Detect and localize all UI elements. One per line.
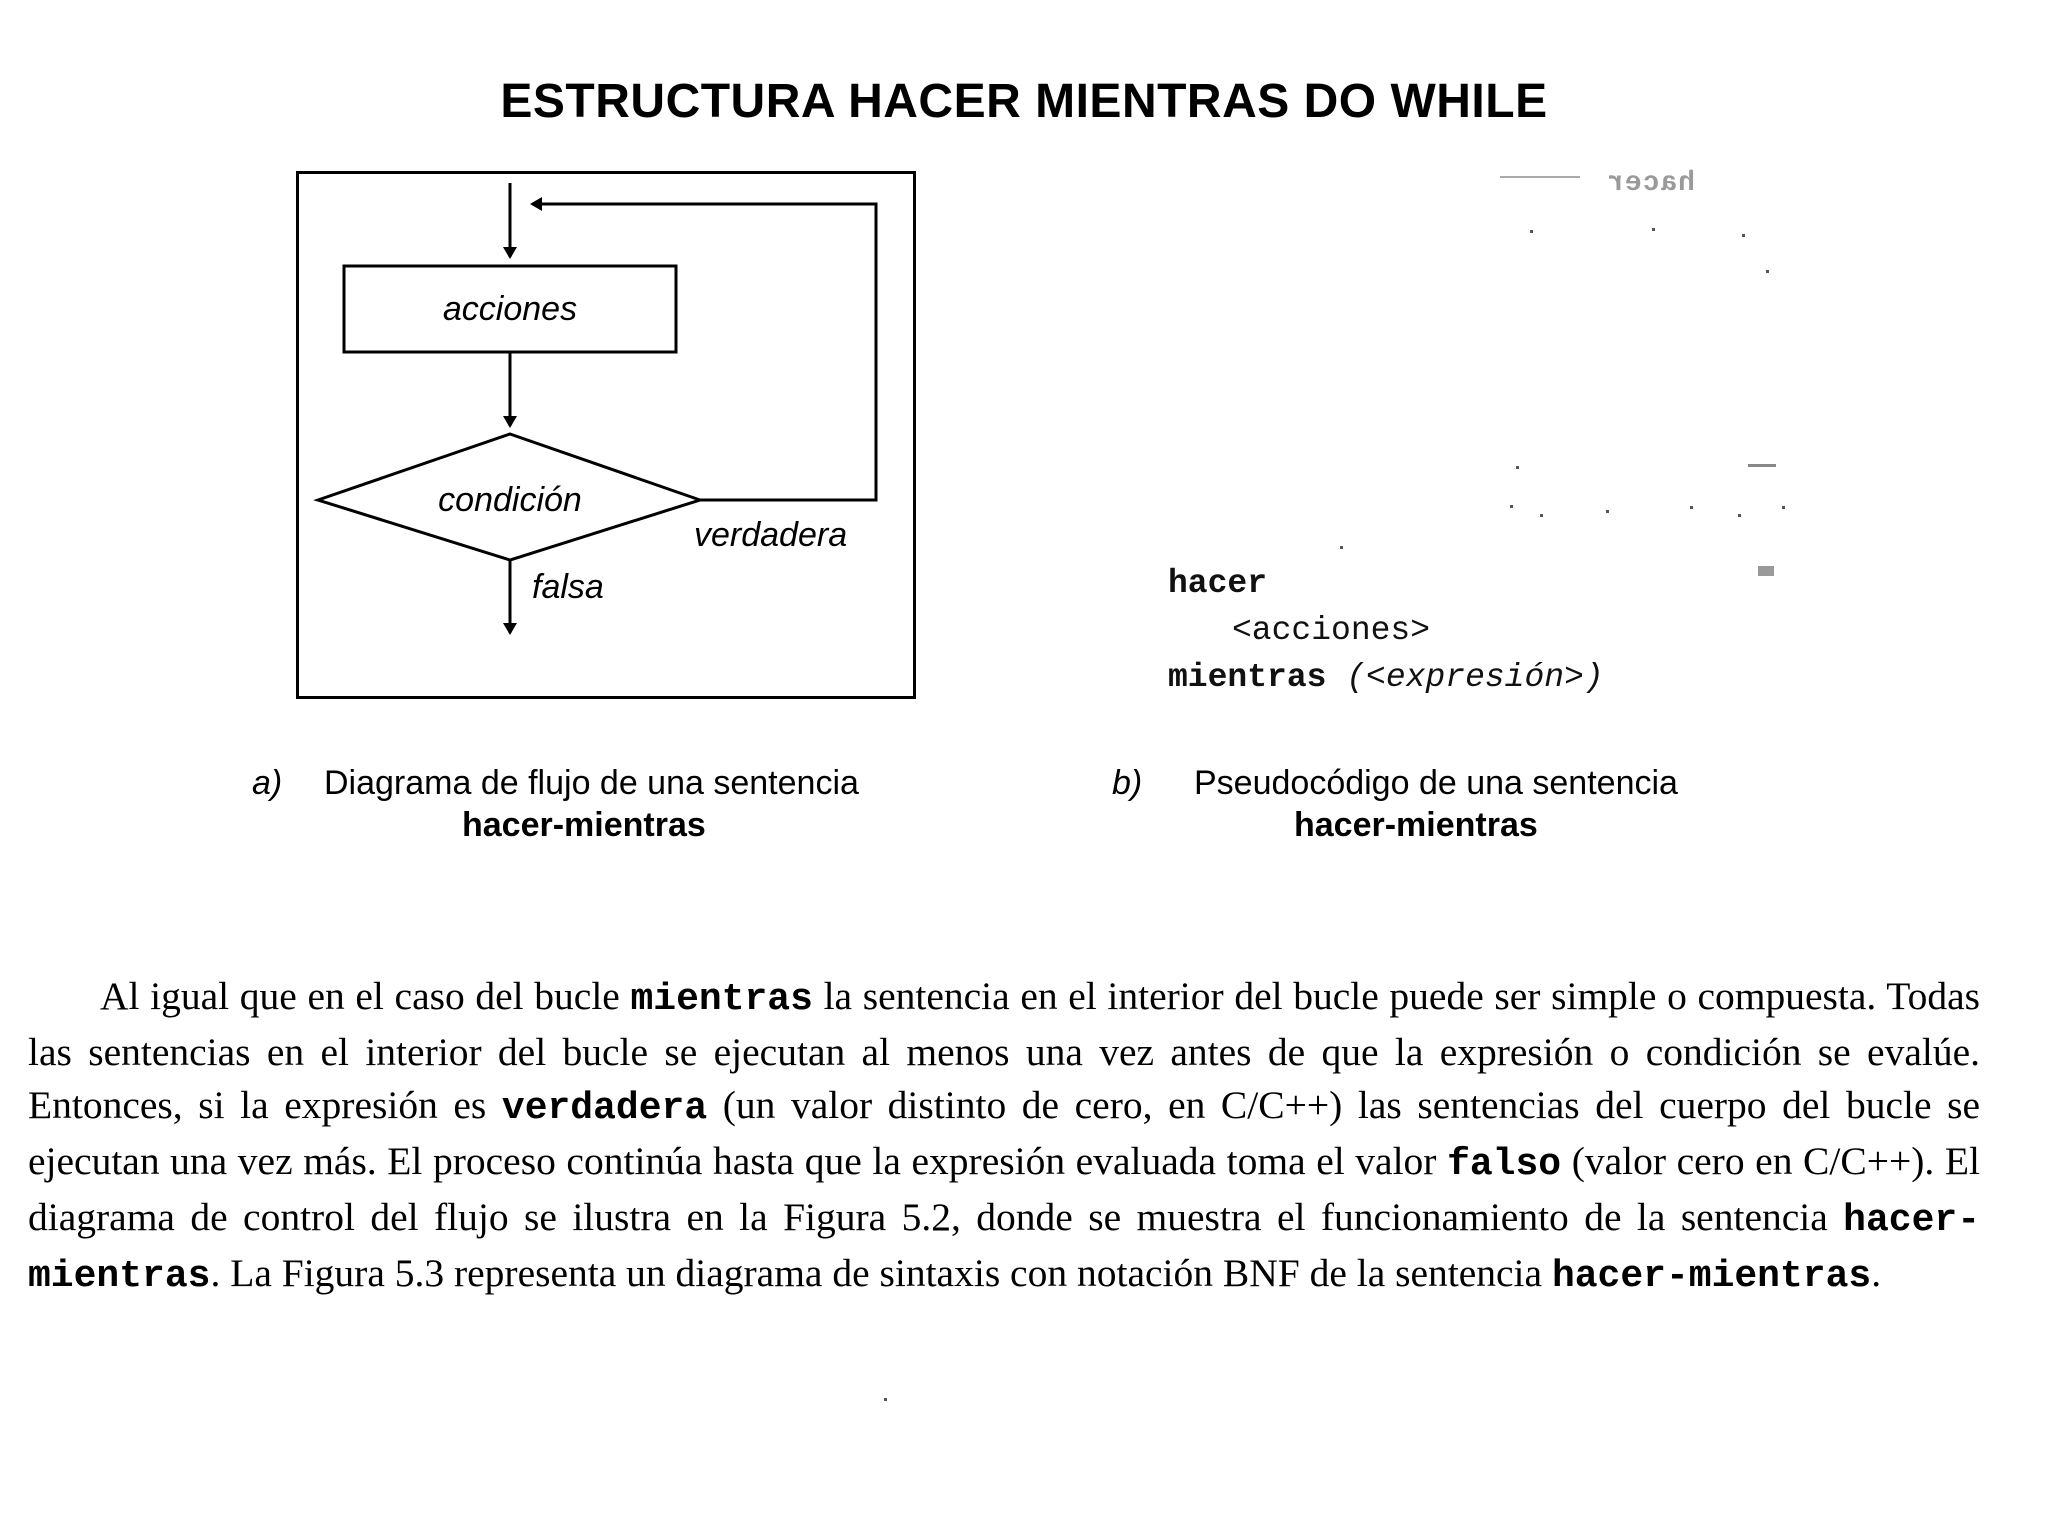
faded-scan-text: hacer: [1606, 168, 1696, 199]
scan-speck: [1510, 505, 1513, 508]
caption-b-line2: hacer-mientras: [1294, 806, 1538, 844]
pseudocode-hacer: hacer: [1168, 565, 1268, 602]
pseudocode-mientras: mientras: [1168, 659, 1327, 696]
scan-speck: [1782, 506, 1785, 509]
paragraph-text: (un valor distinto de cero, en C/C++) las sentencias del cuerpo del bucle se ejecutan una vez más. El proceso continúa hasta que la expresión evaluada toma el valor: [28, 1083, 1980, 1183]
body-paragraph: [28, 970, 1980, 1303]
caption-b-line1: Pseudocódigo de una sentencia: [1194, 764, 1678, 802]
pseudocode-expresion: (<expresión>): [1346, 659, 1604, 696]
true-label: verdadera: [694, 516, 848, 554]
caption-b: [1112, 762, 1832, 852]
scan-speck: [1500, 176, 1580, 178]
caption-a-line1: Diagrama de flujo de una sentencia: [324, 764, 859, 802]
scan-speck: [1690, 506, 1693, 509]
pseudocode-block: [1168, 560, 1604, 701]
actions-box-label: acciones: [442, 290, 578, 328]
scan-speck: [1738, 514, 1741, 517]
scan-speck: [1606, 510, 1609, 513]
paragraph-code-mientras: mientras: [630, 978, 813, 1021]
paragraph-text: Al igual que en el caso del bucle: [100, 974, 631, 1018]
scan-speck: [1748, 464, 1776, 467]
paragraph-text: la sentencia en el interior del bucle puede ser simple o compuesta. Todas las sentencias en el interior del bucle se ejecutan al menos una vez antes de que la expresión o condición se evalúe. Entonces, si la expresión es: [28, 974, 1980, 1127]
paragraph-code-hacer-mientras: hacer-mientras: [28, 1199, 1980, 1298]
scan-speck: [1540, 514, 1543, 517]
paragraph-text: .: [1871, 1251, 1882, 1295]
paragraph-code-hacer-mientras: hacer-mientras: [1551, 1255, 1872, 1298]
caption-a-letter: a): [252, 764, 283, 802]
scan-speck: [1340, 546, 1343, 549]
scan-speck: [1530, 230, 1533, 233]
paragraph-code-verdadera: verdadera: [501, 1087, 708, 1130]
caption-a-line2: hacer-mientras: [462, 806, 706, 844]
scan-speck: [1652, 228, 1655, 231]
false-label: falsa: [532, 568, 604, 606]
pseudocode-mientras-line: [1168, 654, 1604, 701]
pseudocode-acciones: <acciones>: [1232, 612, 1431, 649]
scan-speck: [1766, 270, 1769, 273]
flowchart-diagram: [296, 171, 916, 699]
page-title: ESTRUCTURA HACER MIENTRAS DO WHILE: [500, 75, 1548, 128]
paragraph-text: (valor cero en C/C++). El diagrama de control del flujo se ilustra en la Figura 5.2, donde se muestra el funcionamiento de la sentencia: [28, 1139, 1980, 1239]
paragraph-code-falso: falso: [1447, 1143, 1562, 1186]
caption-a: [252, 762, 972, 852]
paragraph-text: . La Figura 5.3 representa un diagrama de sintaxis con notación BNF de la sentencia: [210, 1251, 1552, 1295]
scan-speck: [1758, 566, 1774, 576]
scan-speck: [1516, 466, 1519, 469]
scan-speck: [884, 1398, 887, 1401]
condition-label: condición: [438, 481, 582, 519]
caption-b-letter: b): [1112, 764, 1143, 802]
scan-speck: [1742, 234, 1745, 237]
